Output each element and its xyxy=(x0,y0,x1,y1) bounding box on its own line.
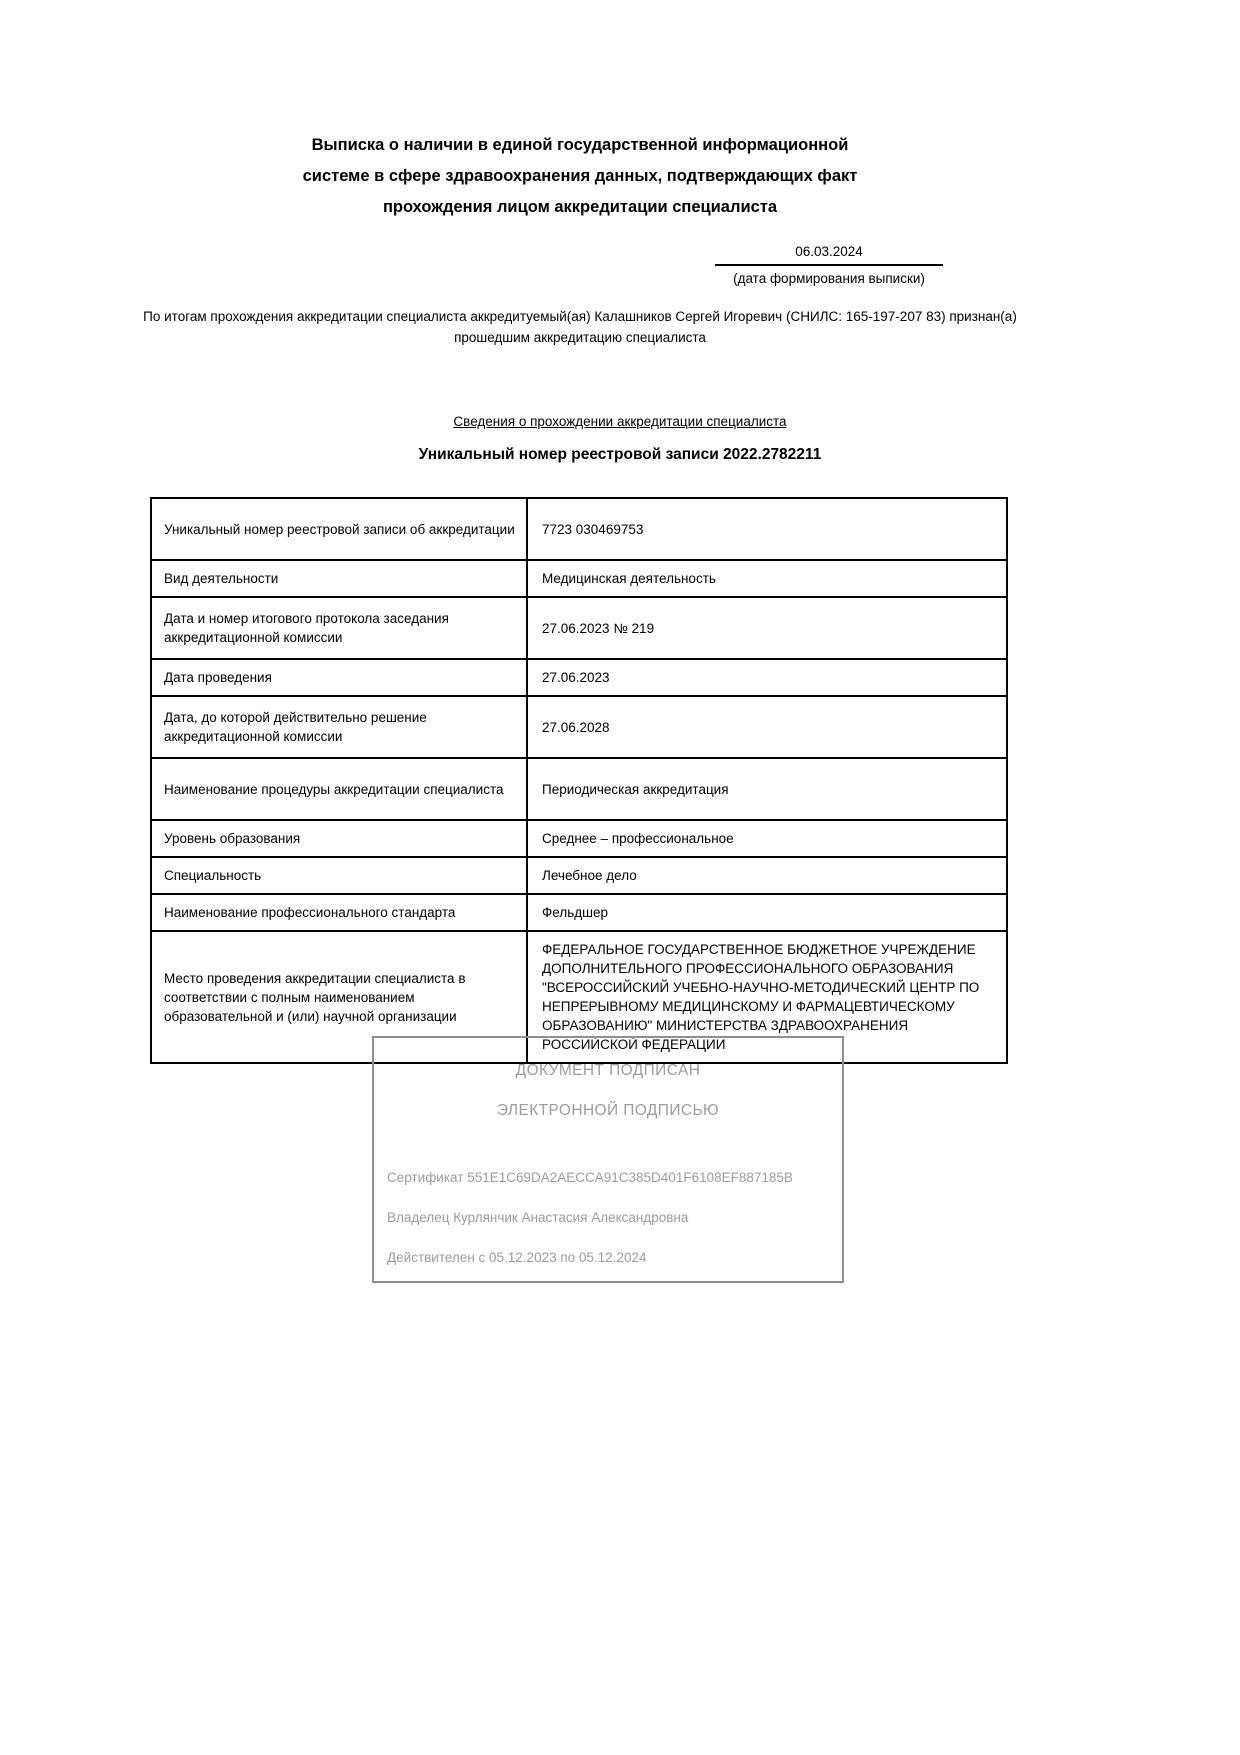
registry-number-heading: Уникальный номер реестровой записи 2022.2782211 xyxy=(418,446,822,463)
document-title-line: системе в сфере здравоохранения данных, подтверждающих факт xyxy=(302,167,858,185)
section-heading: Сведения о прохождении аккредитации специалиста xyxy=(453,414,787,429)
row-label: Вид деятельности xyxy=(152,561,528,596)
row-value: Среднее – профессиональное xyxy=(542,831,734,846)
row-value: 27.06.2023 № 219 xyxy=(542,620,655,636)
issue-date: 06.03.2024 xyxy=(715,243,943,266)
issue-date-caption: (дата формирования выписки) xyxy=(733,271,925,286)
row-label: Наименование процедуры аккредитации специалиста xyxy=(152,759,528,819)
table-row xyxy=(152,499,1006,561)
row-label: Наименование профессионального стандарта xyxy=(152,895,528,930)
row-label: Дата и номер итогового протокола заседания аккредитационной комиссии xyxy=(152,598,528,658)
row-value: 27.06.2023 xyxy=(542,670,610,685)
stamp-heading-line: ЭЛЕКТРОННОЙ ПОДПИСЬЮ xyxy=(496,1102,720,1119)
row-value: ФЕДЕРАЛЬНОЕ ГОСУДАРСТВЕННОЕ БЮДЖЕТНОЕ УЧРЕЖДЕНИЕ ДОПОЛНИТЕЛЬНОГО ПРОФЕССИОНАЛЬНОГО ОБРАЗОВАНИЯ "ВСЕРОССИЙСКИЙ УЧЕБНО-НАУЧНО-МЕТОДИЧЕСКИЙ ЦЕНТР ПО НЕПРЕРЫВНОМУ МЕДИЦИНСКОМУ И ФАРМАЦЕВТИЧЕСКОМУ ОБРАЗОВАНИЮ" МИНИСТЕРСТВА ЗДРАВООХРАНЕНИЯ РОССИЙСКОЙ ФЕДЕРАЦИИ xyxy=(542,942,980,1052)
row-value: Периодическая аккредитация xyxy=(542,781,729,797)
row-label: Место проведения аккредитации специалиста в соответствии с полным наименованием образовательной и (или) научной организации xyxy=(152,932,528,1062)
row-label: Специальность xyxy=(152,858,528,893)
document-title xyxy=(150,130,1010,223)
accreditation-table xyxy=(150,497,1008,1064)
table-row xyxy=(152,660,1006,697)
owner-line: Владелец Курлянчик Анастасия Александровна xyxy=(387,1210,689,1225)
row-value: 7723 030469753 xyxy=(542,521,644,537)
table-row xyxy=(152,759,1006,821)
table-row xyxy=(152,697,1006,759)
table-row xyxy=(152,598,1006,660)
row-label: Дата, до которой действительно решение аккредитационной комиссии xyxy=(152,697,528,757)
document-title-line: прохождения лицом аккредитации специалиста xyxy=(382,198,778,216)
row-value: 27.06.2028 xyxy=(542,719,610,735)
row-value: Фельдшер xyxy=(542,905,608,920)
validity-line: Действителен с 05.12.2023 по 05.12.2024 xyxy=(387,1250,647,1265)
row-value: Медицинская деятельность xyxy=(542,571,716,586)
table-row xyxy=(152,821,1006,858)
signature-stamp xyxy=(372,1036,844,1283)
table-row xyxy=(152,561,1006,598)
intro-paragraph: По итогам прохождения аккредитации специалиста аккредитуемый(ая) Калашников Сергей Игоревич (СНИЛС: 165-197-207 83) признан(а) прошедшим аккредитацию специалиста xyxy=(143,309,1017,345)
stamp-heading-line: ДОКУМЕНТ ПОДПИСАН xyxy=(515,1062,701,1079)
row-label: Дата проведения xyxy=(152,660,528,695)
table-row xyxy=(152,858,1006,895)
row-label: Уровень образования xyxy=(152,821,528,856)
certificate-line: Сертификат 551E1C69DA2AECCA91C385D401F6108EF887185B xyxy=(387,1170,793,1185)
row-value: Лечебное дело xyxy=(542,868,637,883)
document-title-line: Выписка о наличии в единой государственной информационной xyxy=(311,136,849,154)
issue-date-block xyxy=(715,243,943,287)
table-row xyxy=(152,895,1006,932)
row-label: Уникальный номер реестровой записи об аккредитации xyxy=(152,499,528,559)
